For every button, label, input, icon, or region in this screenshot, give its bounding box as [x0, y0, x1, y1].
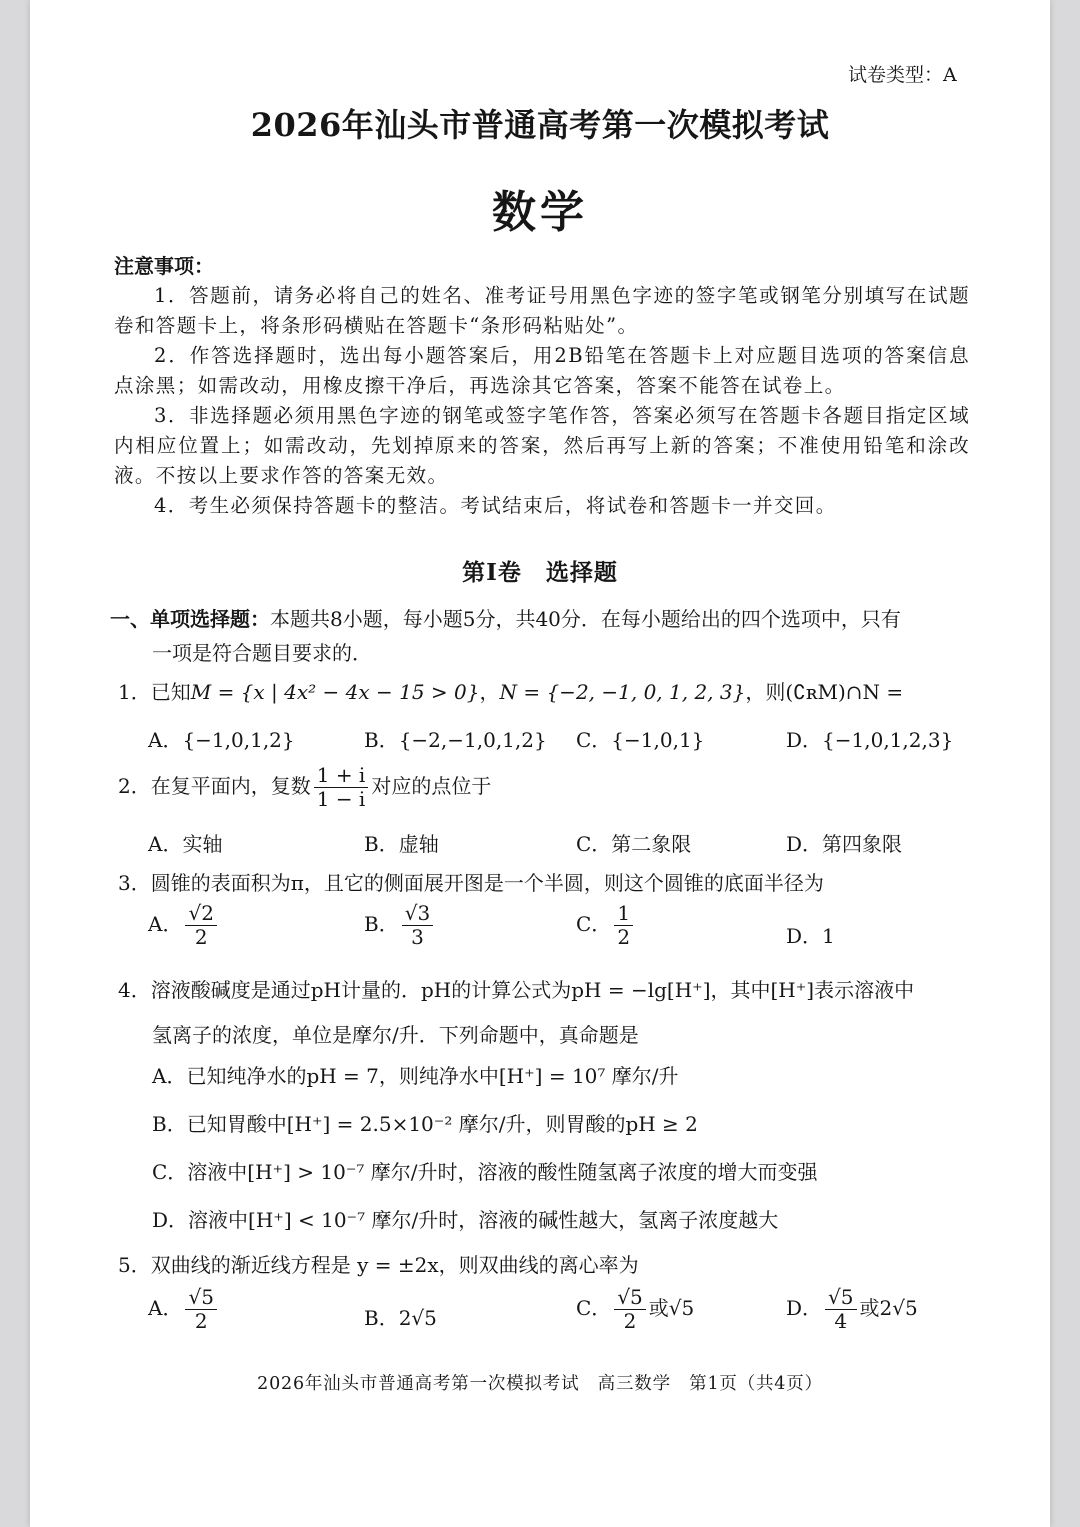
q1-lead: 已知 — [150, 680, 191, 704]
q3-a-label: A． — [148, 912, 183, 936]
q5-a-fraction — [185, 1286, 216, 1333]
q3-d-label: D． — [786, 924, 823, 948]
notice-heading: 注意事项： — [114, 254, 214, 278]
q4-option-d: D．溶液中[H⁺] < 10⁻⁷ 摩尔/升时，溶液的碱性越大，氢离子浓度越大 — [152, 1208, 779, 1232]
q2-lead: 在复平面内，复数 — [150, 774, 311, 798]
q3-option-b — [364, 902, 436, 949]
q1-option-c: C．{−1,0,1} — [576, 728, 705, 752]
q3-d-text: 1 — [822, 924, 835, 948]
q5-text: 双曲线的渐近线方程是 y = ±2x，则双曲线的离心率为 — [150, 1253, 639, 1277]
q5-d-label: D． — [786, 1296, 823, 1320]
q5-c-num: √5 — [614, 1286, 645, 1310]
notice-item-3: 3．非选择题必须用黑色字迹的钢笔或签字笔作答，答案必须写在答题卡各题目指定区域内相应位置上；如需改动，先划掉原来的答案，然后再写上新的答案；不准使用铅笔和涂改液。不按以上要求作答的答案无效。 — [114, 404, 970, 487]
q5-option-b: B．2√5 — [364, 1306, 437, 1330]
q2-tail: 对应的点位于 — [371, 774, 492, 798]
q5-c-label: C． — [576, 1296, 612, 1320]
q5-c-tail: 或√5 — [648, 1296, 695, 1320]
part-type: 单项选择题： — [150, 607, 270, 631]
q4-line-2: 氢离子的浓度，单位是摩尔/升．下列命题中，真命题是 — [152, 1023, 639, 1047]
q2-frac-den: 1 − i — [316, 787, 366, 811]
question-3 — [118, 867, 824, 896]
notice-item-2: 2．作答选择题时，选出每小题答案后，用2B铅笔在答题卡上对应题目选项的答案信息点涂黑；如需改动，用橡皮擦干净后，再选涂其它答案，答案不能答在试卷上。 — [114, 344, 970, 397]
paper-type-label: 试卷类型：A — [848, 64, 957, 86]
q2-number: 2． — [118, 774, 151, 798]
q3-text: 圆锥的表面积为π，且它的侧面展开图是一个半圆，则这个圆锥的底面半径为 — [150, 871, 824, 895]
part-label: 一、 — [110, 607, 150, 631]
part-instructions — [110, 603, 901, 635]
q5-option-c — [576, 1286, 694, 1333]
section-title: 第Ⅰ卷 选择题 — [462, 559, 618, 586]
notice-item-1: 1．答题前，请务必将自己的姓名、准考证号用黑色字迹的签字笔或钢笔分别填写在试题卷和答题卡上，将条形码横贴在答题卡“条形码粘贴处”。 — [114, 284, 970, 337]
q3-a-fraction — [185, 902, 216, 949]
q4-option-a: A．已知纯净水的pH = 7，则纯净水中[H⁺] = 10⁷ 摩尔/升 — [152, 1064, 679, 1088]
q2-option-d: D．第四象限 — [786, 832, 903, 856]
q2-frac-num: 1 + i — [314, 764, 369, 788]
q1-option-a: A．{−1,0,1,2} — [148, 728, 295, 752]
q3-b-num: √3 — [402, 902, 433, 926]
q1-sep: ， — [479, 680, 500, 704]
q3-b-label: B． — [364, 912, 399, 936]
exam-page — [30, 0, 1050, 1527]
q4-option-b: B．已知胃酸中[H⁺] = 2.5×10⁻² 摩尔/升，则胃酸的pH ≥ 2 — [152, 1112, 698, 1136]
q3-number: 3． — [118, 871, 151, 895]
q3-b-fraction — [402, 902, 433, 949]
part-text-1: 本题共8小题，每小题5分，共40分．在每小题给出的四个选项中，只有 — [270, 607, 901, 631]
q2-option-a: A．实轴 — [148, 832, 223, 856]
q3-a-num: √2 — [185, 902, 216, 926]
q5-d-num: √5 — [825, 1286, 856, 1310]
q3-option-a — [148, 902, 220, 949]
q3-option-d — [786, 920, 835, 949]
q1-option-d: D．{−1,0,1,2,3} — [786, 728, 954, 752]
q2-option-c: C．第二象限 — [576, 832, 692, 856]
subject-title: 数学 — [492, 187, 588, 238]
q3-a-den: 2 — [194, 925, 208, 949]
q5-d-den: 4 — [834, 1309, 848, 1333]
q5-number: 5． — [118, 1253, 151, 1277]
q3-c-den: 2 — [617, 925, 631, 949]
question-2 — [118, 764, 491, 811]
q3-c-fraction — [614, 902, 633, 949]
q5-a-den: 2 — [194, 1309, 208, 1333]
q3-c-label: C． — [576, 912, 612, 936]
q5-d-tail: 或2√5 — [859, 1296, 918, 1320]
q2-option-b: B．虚轴 — [364, 832, 439, 856]
q5-d-fraction — [825, 1286, 856, 1333]
q4-number: 4． — [118, 978, 151, 1002]
q1-number: 1． — [118, 680, 151, 704]
q2-fraction — [314, 764, 369, 811]
q5-a-num: √5 — [185, 1286, 216, 1310]
q5-option-d — [786, 1286, 918, 1333]
q1-set-n: N = {−2, −1, 0, 1, 2, 3} — [499, 680, 746, 704]
question-5 — [118, 1249, 639, 1278]
q5-c-fraction — [614, 1286, 645, 1333]
question-1 — [118, 676, 903, 705]
q5-option-a — [148, 1286, 220, 1333]
q3-c-num: 1 — [614, 902, 633, 926]
page-footer: 2026年汕头市普通高考第一次模拟考试 高三数学 第1页（共4页） — [257, 1374, 823, 1394]
q4-option-c: C．溶液中[H⁺] > 10⁻⁷ 摩尔/升时，溶液的酸性随氢离子浓度的增大而变强 — [152, 1160, 818, 1184]
q1-option-b: B．{−2,−1,0,1,2} — [364, 728, 547, 752]
q1-set-m: M = {x | 4x² − 4x − 15 > 0} — [190, 680, 480, 704]
q3-option-c — [576, 902, 636, 949]
q4-line-1: 溶液酸碱度是通过pH计量的．pH的计算公式为pH = −lg[H⁺]，其中[H⁺]表示溶液中 — [150, 978, 915, 1002]
question-4 — [118, 974, 914, 1003]
q3-b-den: 3 — [411, 925, 424, 949]
notice-item-4: 4．考生必须保持答题卡的整洁。考试结束后，将试卷和答题卡一并交回。 — [154, 494, 837, 517]
part-text-2: 一项是符合题目要求的． — [152, 641, 372, 665]
q5-a-label: A． — [148, 1296, 183, 1320]
q1-ask: ，则(∁ʀM)∩N = — [745, 680, 904, 704]
q5-c-den: 2 — [623, 1309, 637, 1333]
exam-title: 2026年汕头市普通高考第一次模拟考试 — [250, 106, 830, 144]
